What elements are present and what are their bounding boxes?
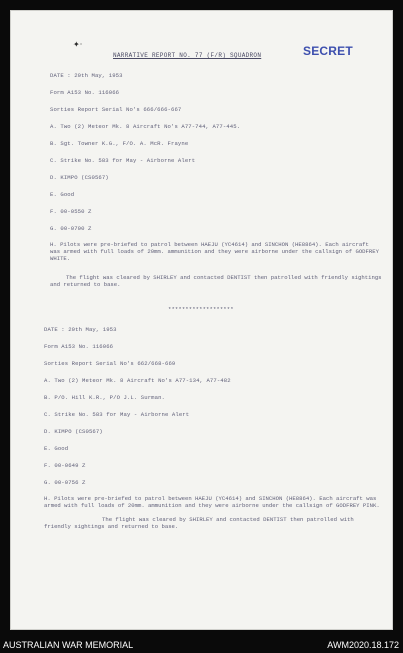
- punch-mark: ✦·: [73, 40, 83, 49]
- report-title: NARRATIVE REPORT NO. 77 (F/R) SQUADRON: [113, 52, 262, 59]
- report2-date: DATE : 20th May, 1953: [44, 326, 117, 333]
- report1-item-b: B. Sgt. Towner K.G., F/O. A. McR. Frayne: [50, 140, 189, 147]
- report1-item-d: D. KIMPO (CS0567): [50, 174, 109, 181]
- report2-item-c: C. Strike No. 583 for May - Airborne Alert: [44, 411, 190, 418]
- report2-item-g: G. 00-0756 Z: [44, 479, 86, 486]
- secret-stamp: SECRET: [303, 44, 353, 58]
- report1-date: DATE : 20th May, 1953: [50, 72, 123, 79]
- report1-item-f: F. 00-0550 Z: [50, 208, 92, 215]
- report2-sorties: Sorties Report Serial No's 662/668-669: [44, 360, 176, 367]
- report2-item-e: E. Good: [44, 445, 69, 452]
- document-page: [10, 10, 393, 630]
- separator: *******************: [168, 306, 234, 313]
- report1-item-h: H. Pilots were pre-briefed to patrol between HAEJU (YC4614) and SINCHON (HE8864). Each aircraft was armed with full loads of 20mm. ammunition and they were airborne under the callsign of GODFREY WHITE.: [50, 241, 379, 262]
- report1-sorties: Sorties Report Serial No's 666/666-667: [50, 106, 182, 113]
- report2-item-d: D. KIMPO (CS0567): [44, 428, 103, 435]
- report2-form: Form A153 No. 116066: [44, 343, 114, 350]
- footer-accession-number: AWM2020.18.172: [327, 640, 399, 650]
- report2-summary: The flight was cleared by SHIRLEY and contacted DENTIST then patrolled with friendly sightings and returned to base.: [44, 516, 354, 530]
- report2-item-b: B. P/O. Hill K.R., P/O J.L. Surman.: [44, 394, 165, 401]
- report1-item-c: C. Strike No. 583 for May - Airborne Alert: [50, 157, 196, 164]
- report1-item-a: A. Two (2) Meteor Mk. 8 Aircraft No's A77-744, A77-445.: [50, 123, 241, 130]
- report2-item-a: A. Two (2) Meteor Mk. 8 Aircraft No's A77-134, A77-482: [44, 377, 231, 384]
- footer-institution: AUSTRALIAN WAR MEMORIAL: [3, 640, 134, 650]
- report2-item-h: H. Pilots were pre-briefed to patrol between HAEJU (YC4614) and SINCHON (HE8864). Each aircraft was armed with full loads of 20mm. ammunition and they were airborne under the callsign of GODFREY PINK.: [44, 495, 380, 509]
- report1-item-e: E. Good: [50, 191, 75, 198]
- report1-summary: The flight was cleared by SHIRLEY and contacted DENTIST then patrolled with friendly sightings and returned to base.: [50, 274, 382, 288]
- report1-item-g: G. 00-0700 Z: [50, 225, 92, 232]
- report2-item-f: F. 00-0649 Z: [44, 462, 86, 469]
- report1-form: Form A153 No. 116066: [50, 89, 120, 96]
